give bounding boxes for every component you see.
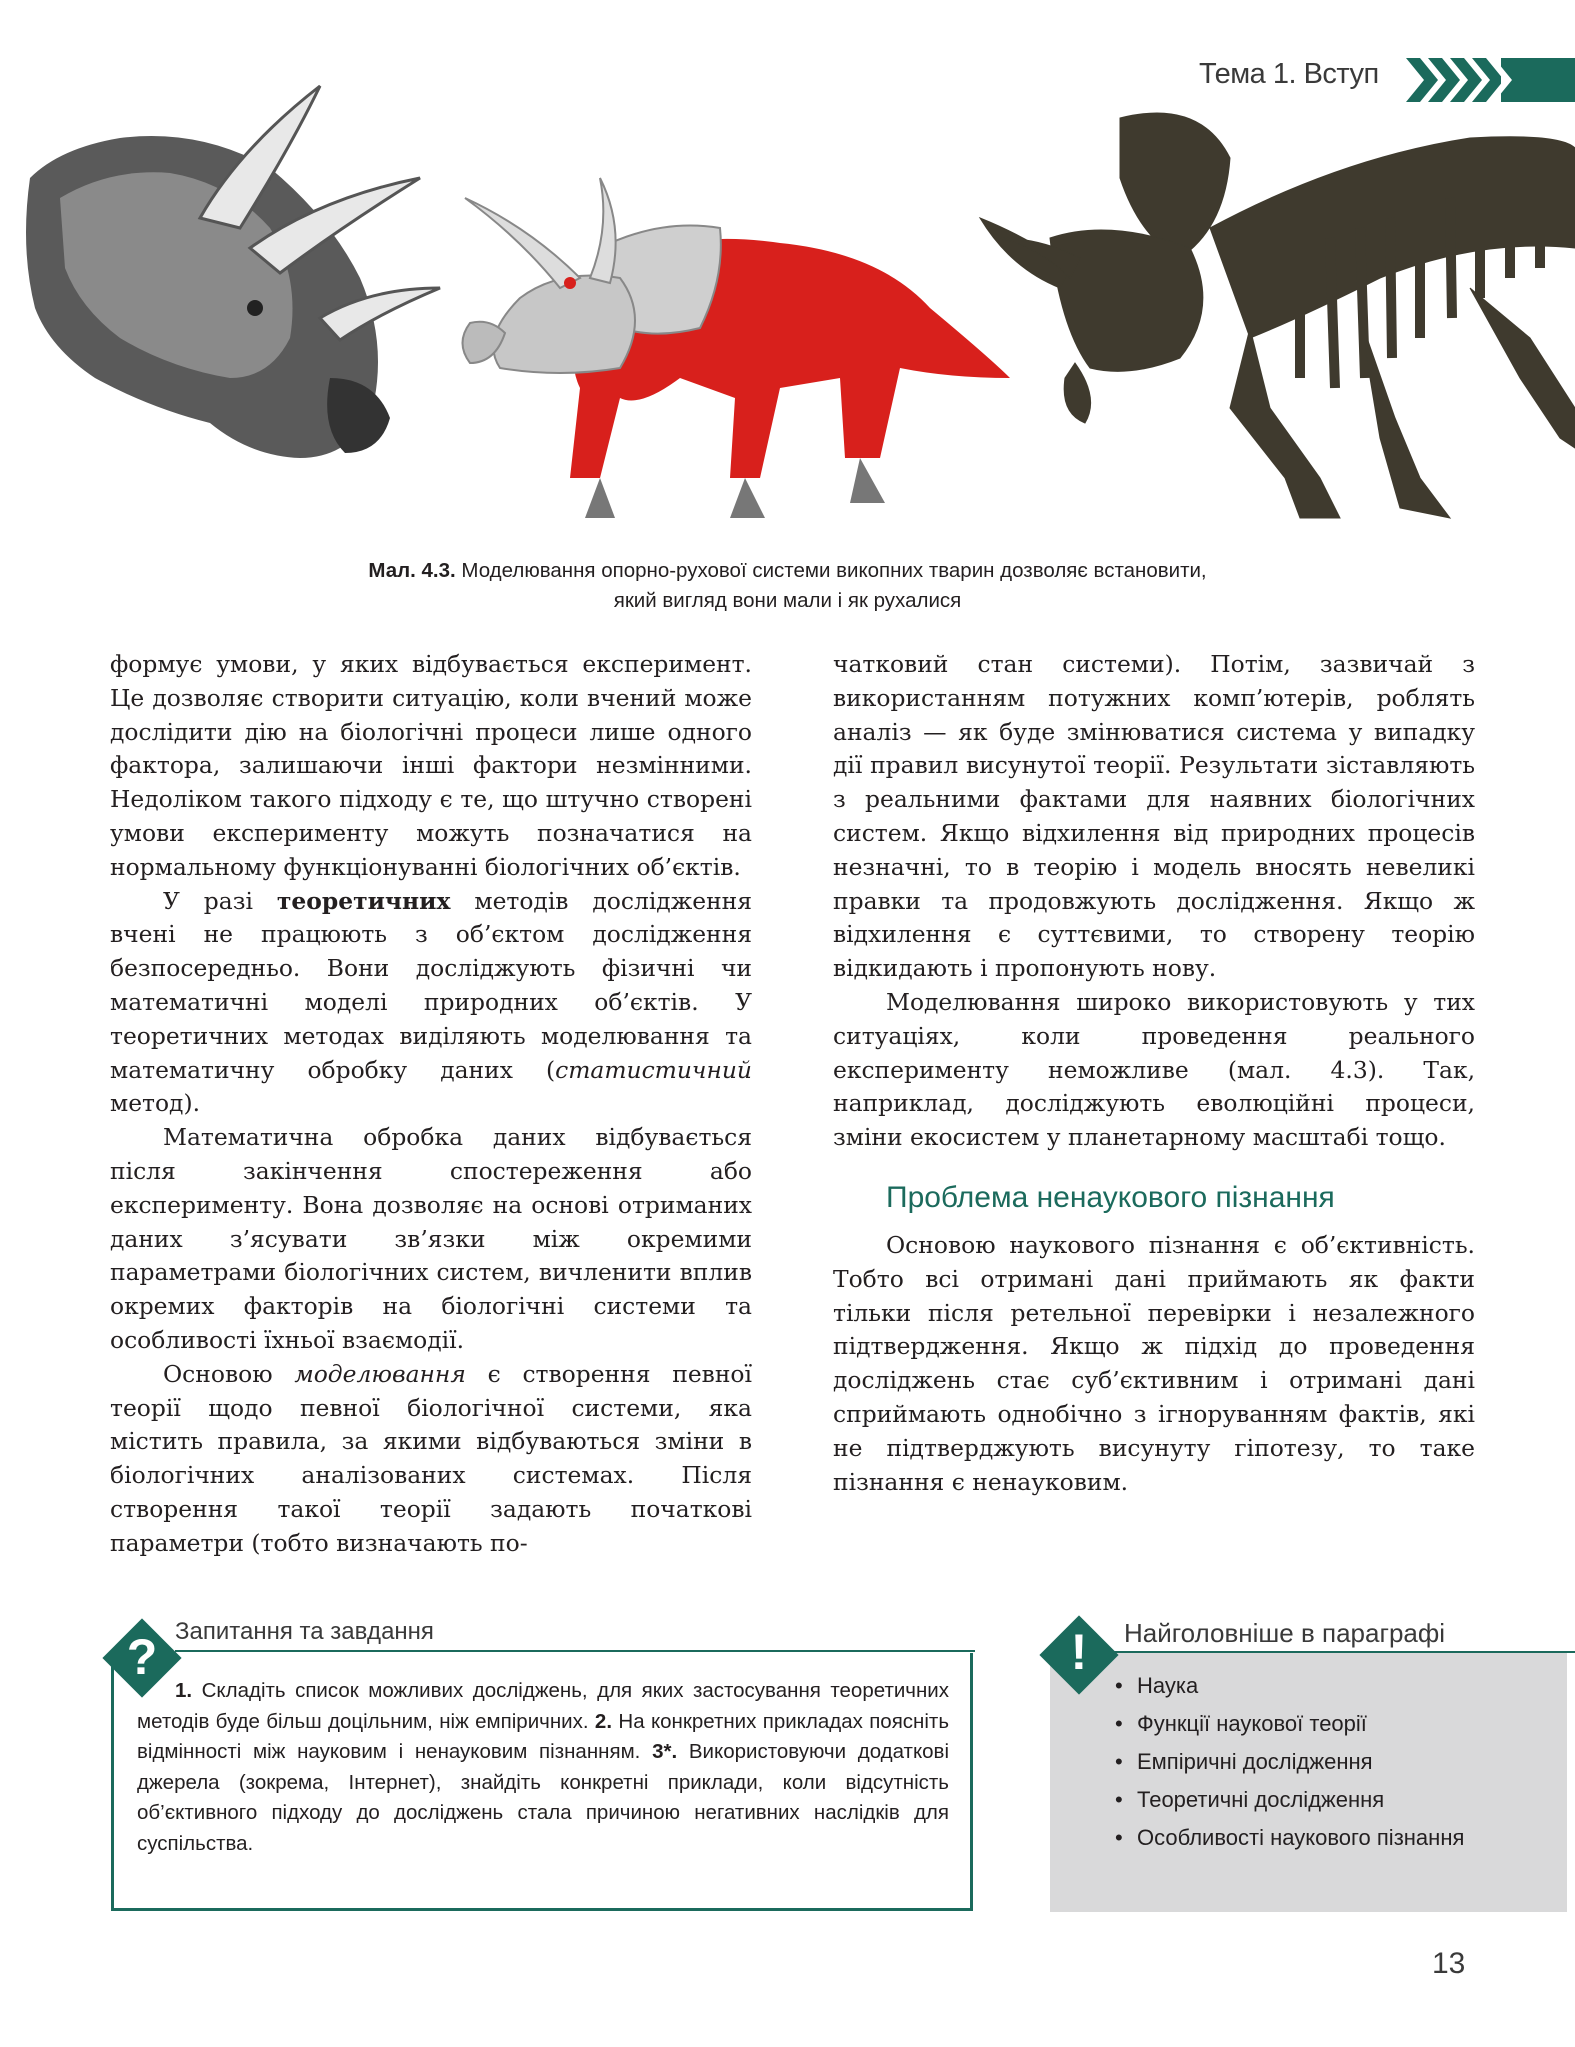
- figure-caption: [200, 556, 1375, 616]
- caption-line-1: [200, 556, 1375, 586]
- summary-list: [1115, 1672, 1555, 1862]
- text-run: є створення певної теорії щодо певної біологічної системи, яка містить правила, за якими відбуваються зміни в біологічних аналізованих системах. Після створення такої теорії задають початкові параметри (тобто визначають по-: [110, 1359, 752, 1557]
- left-column: [110, 648, 752, 1561]
- italic-term: статистичний: [555, 1055, 752, 1084]
- question-text: Складіть список можливих досліджень, для яких застосування теоретичних методів буде більш доцільним, ніж емпіричних.: [137, 1679, 949, 1733]
- paragraph: формує умови, у яких відбувається експеримент. Це дозволяє створити ситуацію, коли вчений може дослідити дію на біологічні процеси лише одного фактора, залишаючи інші фактори незмінними. Недоліком такого підходу є те, що штучно створені умови експерименту можуть позначатися на нормальному функціонуванні біологічних об’єктів.: [110, 650, 752, 881]
- paragraph: чатковий стан системи). Потім, зазвичай з використанням потужних комп’ютерів, роблять аналіз — як буде змінюватися система у випадку дії правил висунутої теорії. Результати зіставляють з реальними фактами для наявних біологічних систем. Якщо відхилення від природних процесів незначні, то в теорію і модель вносять невеликі правки та продовжують дослідження. Якщо ж відхилення є суттєвими, то створену теорію відкидають і пропонують нову.: [833, 650, 1475, 983]
- summary-divider: [1112, 1651, 1575, 1653]
- engraved-head-illustration: [26, 86, 440, 458]
- caption-text-1: Моделювання опорно-рухової системи викопних тварин дозволяє встановити,: [461, 559, 1207, 582]
- muscle-model-illustration: [463, 178, 1011, 518]
- paragraph: Основою наукового пізнання є об’єктивність. Тобто всі отримані дані приймають як факти тільки після ретельної перевірки і незалежного підтвердження. Якщо ж підхід до проведення досліджень стає суб’єктивним і отримані дані сприймають однобічно з ігноруванням фактів, які не підтверджують висунуту гіпотезу, то таке пізнання є ненауковим.: [833, 1230, 1475, 1496]
- topic-header: Тема 1. Вступ: [1199, 58, 1379, 90]
- question-text: Використовуючи додаткові джерела (зокрема, Інтернет), знайдіть конкретні приклади, коли відсутність об’єктивного підходу до досліджень стала причиною негативних наслідків для суспільства.: [137, 1740, 949, 1855]
- question-number: 3*.: [652, 1740, 678, 1763]
- section-heading: Проблема ненаукового пізнання: [886, 1180, 1335, 1214]
- questions-divider: [175, 1650, 975, 1652]
- caption-line-2: який вигляд вони мали і як рухалися: [613, 589, 962, 612]
- exclamation-icon: !: [1070, 1624, 1088, 1680]
- question-text: На конкретних прикладах поясніть відмінності між науковим і ненауковим пізнанням.: [137, 1709, 949, 1763]
- page-number: 13: [1432, 1947, 1466, 1980]
- questions-title: Запитання та завдання: [175, 1618, 434, 1645]
- question-number: 1.: [175, 1679, 193, 1702]
- list-item: • Теоретичні дослідження: [1115, 1786, 1555, 1815]
- text-run: Основою: [163, 1359, 295, 1388]
- text-run: метод).: [110, 1089, 201, 1118]
- list-item: • Функції наукової теорії: [1115, 1710, 1555, 1739]
- questions-text: [137, 1676, 949, 1859]
- text-run: У разі: [163, 886, 277, 915]
- paragraph: Моделювання широко використовують у тих ситуаціях, коли проведення реального експерименту неможливе (мал. 4.3). Так, наприклад, досліджують еволюційні процеси, зміни екосистем у планетарному масштабі тощо.: [833, 987, 1475, 1152]
- text-run: методів дослідження вчені не працюють з об’єктом дослідження безпосередньо. Вони досліджують фізичні чи математичні моделі природних об’єктів. У теоретичних методах виділяють моделювання та математичну обробку даних (: [110, 886, 753, 1084]
- caption-label: Мал. 4.3.: [368, 559, 456, 582]
- list-item: • Особливості наукового пізнання: [1115, 1824, 1555, 1853]
- paragraph: [110, 885, 752, 1122]
- list-item: • Емпіричні дослідження: [1115, 1748, 1555, 1777]
- right-column: [833, 648, 1475, 1499]
- paragraph: Математична обробка даних відбувається після закінчення спостереження або експерименту. Вона дозволяє на основі отриманих даних з’ясувати зв’язки між окремими параметрами біологічних систем, вичленити вплив окремих факторів на біологічні системи та особливості їхньої взаємодії.: [110, 1123, 752, 1354]
- question-number: 2.: [594, 1709, 613, 1733]
- triceratops-figure: [0, 78, 1575, 538]
- bold-term: теоретичних: [276, 886, 451, 915]
- summary-title: Найголовніше в параграфі: [1124, 1618, 1446, 1648]
- paragraph: [110, 1358, 752, 1561]
- question-mark-icon: ?: [126, 1629, 158, 1685]
- list-item: • Наука: [1115, 1672, 1555, 1701]
- skeleton-illustration: [980, 113, 1575, 518]
- italic-term: моделювання: [294, 1359, 466, 1388]
